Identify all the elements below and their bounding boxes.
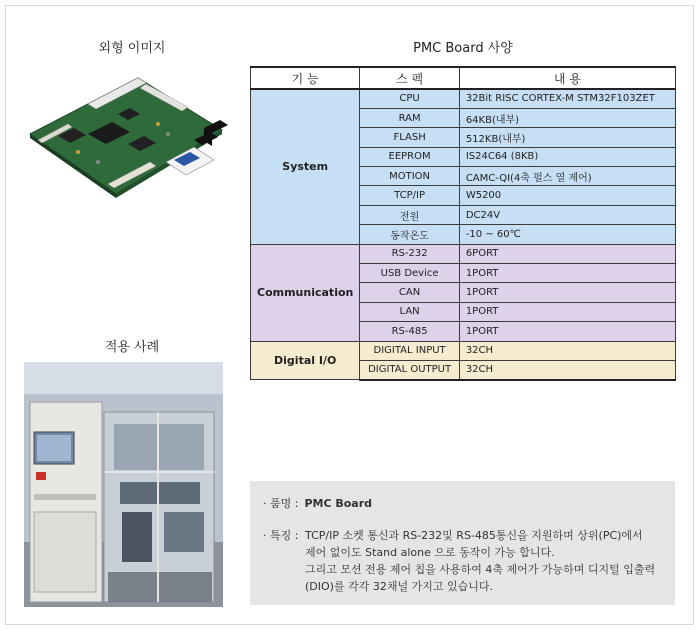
spec-value-cell: W5200	[459, 186, 675, 205]
spec-title: PMC Board 사양	[413, 41, 513, 56]
spec-table	[250, 66, 676, 381]
spec-item-cell: 동작온도	[360, 225, 459, 244]
feature-line: 제어 없이도 Stand alone 으로 동작이 가능 합니다.	[305, 546, 555, 559]
spec-value-cell: 1PORT	[459, 283, 675, 302]
spec-item-cell: EEPROM	[360, 147, 459, 166]
spec-value-cell: -10 ~ 60℃	[459, 225, 675, 244]
description-box	[250, 481, 675, 605]
feature-label: · 특징 :	[263, 529, 299, 542]
feature-text	[305, 527, 670, 595]
spec-item-cell: RS-485	[360, 322, 459, 341]
product-name-value: PMC Board	[304, 497, 373, 510]
exterior-image-title: 외형 이미지	[98, 41, 166, 56]
spec-value-cell: DC24V	[459, 205, 675, 224]
header-content: 내 용	[459, 67, 675, 89]
spec-value-cell: CAMC-QI(4축 펄스 열 제어)	[459, 167, 675, 186]
spec-item-cell: CPU	[360, 89, 459, 108]
spec-item-cell: 전원	[360, 205, 459, 224]
spec-item-cell: USB Device	[360, 264, 459, 283]
spec-value-cell: IS24C64 (8KB)	[459, 147, 675, 166]
feature-line: (DIO)를 각각 32채널 가지고 있습니다.	[305, 580, 493, 593]
spec-header-row	[251, 67, 676, 89]
header-spec: 스 펙	[360, 67, 459, 89]
spec-item-cell: DIGITAL OUTPUT	[360, 360, 459, 379]
spec-item-cell: RAM	[360, 108, 459, 127]
category-cell: Communication	[251, 244, 360, 341]
spec-item-cell: MOTION	[360, 167, 459, 186]
spec-value-cell: 6PORT	[459, 244, 675, 263]
spec-item-cell: LAN	[360, 302, 459, 321]
application-machine-image	[24, 362, 223, 607]
category-cell: Digital I/O	[251, 341, 360, 380]
spec-row	[251, 89, 676, 108]
spec-item-cell: CAN	[360, 283, 459, 302]
spec-value-cell: 1PORT	[459, 264, 675, 283]
spec-value-cell: 64KB(내부)	[459, 108, 675, 127]
spec-item-cell: DIGITAL INPUT	[360, 341, 459, 360]
feature-line: TCP/IP 소켓 통신과 RS-232및 RS-485통신을 지원하며 상위(PC)에서	[305, 529, 643, 542]
spec-value-cell: 512KB(내부)	[459, 128, 675, 147]
header-function: 기 능	[251, 67, 360, 89]
pmc-board-image	[18, 64, 228, 210]
feature-line: 그리고 모션 전용 제어 칩을 사용하여 4축 제어가 가능하며 디지털 입출력	[305, 563, 656, 576]
category-cell: System	[251, 89, 360, 244]
spec-item-cell: TCP/IP	[360, 186, 459, 205]
spec-value-cell: 32CH	[459, 360, 675, 379]
spec-value-cell: 32Bit RISC CORTEX-M STM32F103ZET	[459, 89, 675, 108]
spec-value-cell: 32CH	[459, 341, 675, 360]
application-example-title: 적용 사례	[104, 340, 160, 355]
spec-value-cell: 1PORT	[459, 302, 675, 321]
spec-row	[251, 341, 676, 360]
spec-item-cell: FLASH	[360, 128, 459, 147]
product-name-row	[263, 495, 372, 512]
product-name-label: · 품명 :	[263, 497, 299, 510]
spec-row	[251, 244, 676, 263]
spec-value-cell: 1PORT	[459, 322, 675, 341]
spec-item-cell: RS-232	[360, 244, 459, 263]
